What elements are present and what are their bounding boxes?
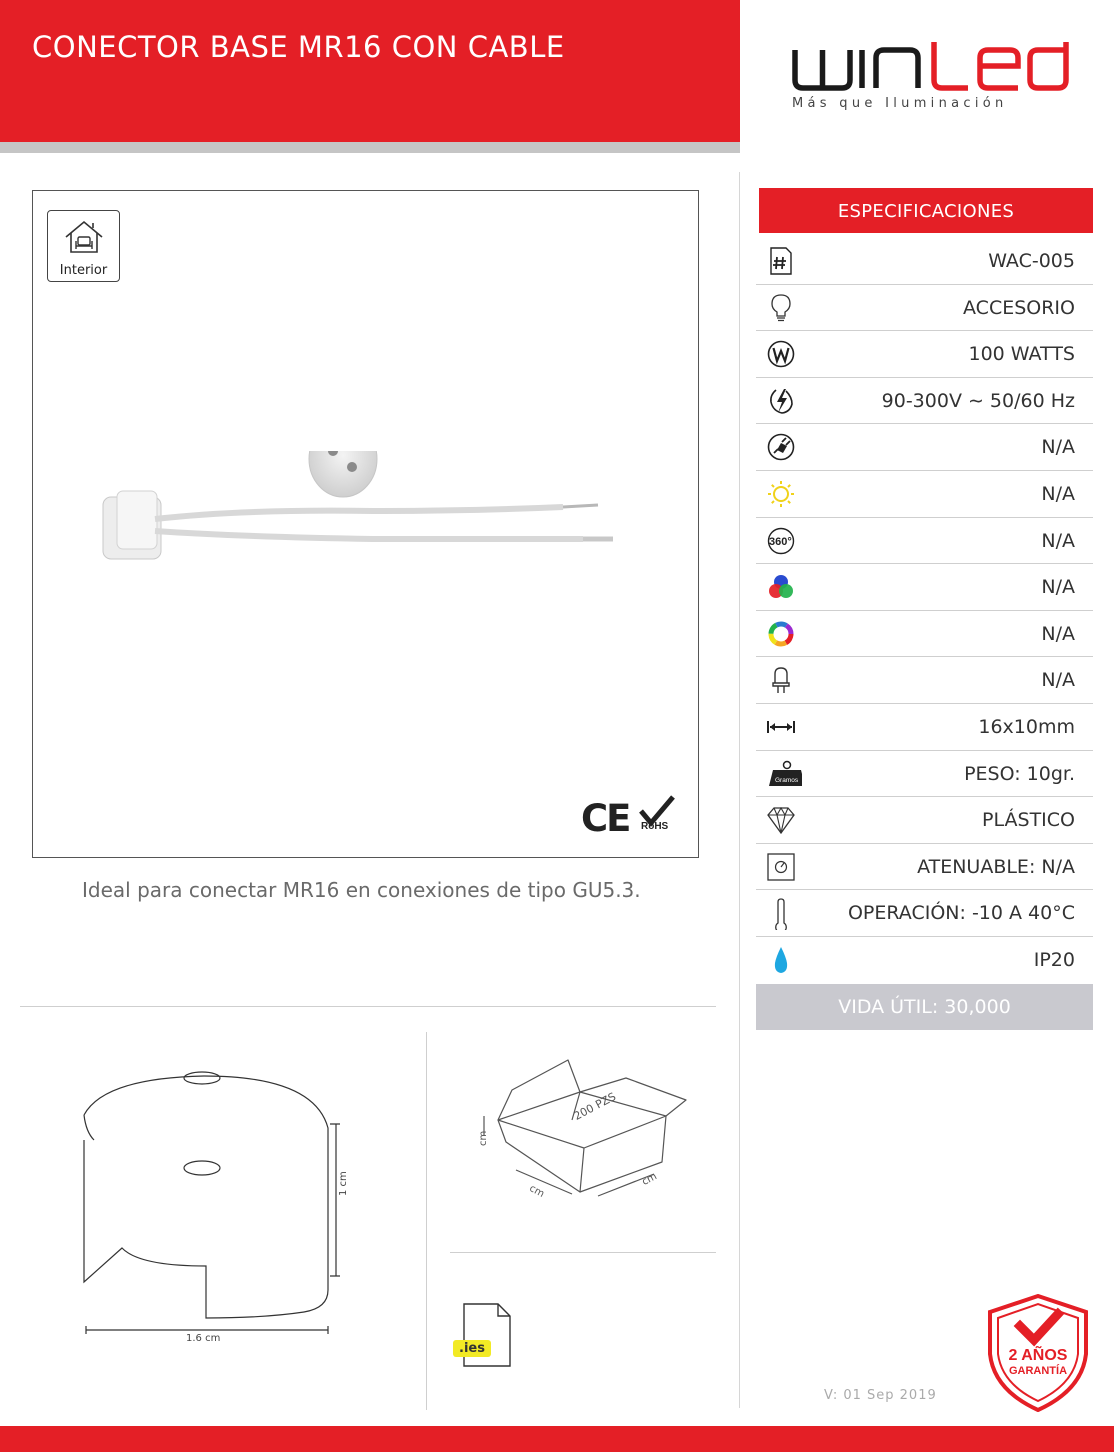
width-dimension-label: 1.6 cm [186, 1333, 221, 1344]
section-divider-right [450, 1252, 716, 1253]
sun-icon [766, 480, 796, 508]
spec-row-dimmable [756, 844, 1093, 891]
svg-text:Gramos: Gramos [775, 776, 799, 784]
spec-row-ip [756, 937, 1093, 984]
svg-text:2 AÑOS: 2 AÑOS [1008, 1347, 1068, 1364]
rohs-mark [637, 795, 677, 831]
version-label: V: 01 Sep 2019 [824, 1388, 937, 1403]
box-height-label: cm [478, 1130, 489, 1146]
box-length-label: cm [527, 1183, 546, 1200]
spec-value: IP20 [1033, 948, 1075, 971]
product-photo [93, 451, 653, 571]
specs-header: ESPECIFICACIONES [759, 188, 1093, 233]
dimmer-icon [766, 853, 796, 881]
spec-row-size [756, 704, 1093, 751]
spec-row-voltage [756, 378, 1093, 425]
spec-row-weight [756, 751, 1093, 798]
spec-row-lumen [756, 471, 1093, 518]
spec-row-led [756, 657, 1093, 704]
spec-value: ACCESORIO [963, 296, 1075, 319]
spec-value: 90-300V ∼ 50/60 Hz [881, 389, 1075, 412]
spec-value: N/A [1041, 576, 1075, 599]
bulb-icon [766, 294, 796, 322]
header-underline [0, 142, 740, 153]
ies-file-icon[interactable] [452, 1302, 514, 1370]
spec-row-operation [756, 890, 1093, 937]
dimension-drawing [74, 1060, 374, 1346]
diamond-icon [766, 806, 796, 834]
spec-row-color-temp [756, 611, 1093, 658]
svg-text:RoHS: RoHS [641, 821, 669, 831]
hash-icon [766, 247, 796, 275]
product-title: CONECTOR BASE MR16 CON CABLE [32, 30, 565, 64]
ies-file-label[interactable]: .ies [453, 1340, 491, 1357]
warranty-shield-icon [986, 1294, 1090, 1412]
spec-row-rgb [756, 564, 1093, 611]
led-icon [766, 666, 796, 694]
spec-value: OPERACIÓN: -10 A 40°C [847, 902, 1075, 925]
size-arrow-icon [766, 713, 796, 741]
water-drop-icon [766, 946, 796, 974]
spec-value: PESO: 10gr. [964, 762, 1075, 785]
spec-value: N/A [1041, 482, 1075, 505]
spec-row-type [756, 285, 1093, 332]
ce-mark: CE [581, 797, 630, 840]
angle-360-icon [766, 527, 796, 555]
thermometer-icon [766, 896, 796, 930]
box-width-label: cm [640, 1171, 659, 1188]
lifespan-bar: VIDA ÚTIL: 30,000 [756, 984, 1093, 1030]
plug-icon [766, 433, 796, 461]
spec-row-material [756, 797, 1093, 844]
spec-row-watts [756, 331, 1093, 378]
shipping-box-icon [476, 1056, 696, 1206]
spec-row-plug [756, 424, 1093, 471]
height-dimension-label: 1 cm [338, 1171, 349, 1196]
spec-value: N/A [1041, 436, 1075, 459]
spec-value: ATENUABLE: N/A [917, 855, 1075, 878]
weight-icon [762, 760, 802, 788]
product-description: Ideal para conectar MR16 en conexiones de tipo GU5.3. [82, 878, 641, 902]
spec-value: 16x10mm [978, 715, 1075, 738]
product-photo-frame [32, 190, 699, 858]
svg-text:360°: 360° [769, 535, 792, 548]
spec-value: N/A [1041, 529, 1075, 552]
brand-tagline: Más que Iluminación [792, 96, 1008, 111]
header-banner [0, 0, 740, 142]
section-divider [20, 1006, 716, 1007]
voltage-icon [766, 387, 796, 415]
box-pieces-label: 200 PZS [571, 1090, 619, 1123]
section-divider-vertical [426, 1032, 427, 1410]
specs-table [756, 238, 1093, 984]
watt-icon [766, 340, 796, 368]
column-divider [739, 172, 740, 1408]
house-armchair-icon [63, 219, 105, 255]
interior-label: Interior [59, 263, 108, 278]
interior-badge [47, 210, 120, 282]
color-wheel-icon [766, 620, 796, 648]
spec-value: 100 WATTS [968, 343, 1075, 366]
spec-value: PLÁSTICO [982, 809, 1075, 832]
svg-text:GARANTÍA: GARANTÍA [1008, 1365, 1068, 1377]
rgb-icon [766, 573, 796, 601]
spec-value: N/A [1041, 622, 1075, 645]
footer-bar [0, 1426, 1114, 1452]
spec-value: N/A [1041, 669, 1075, 692]
spec-row-angle [756, 518, 1093, 565]
spec-row-model [756, 238, 1093, 285]
spec-value: WAC-005 [988, 250, 1075, 272]
